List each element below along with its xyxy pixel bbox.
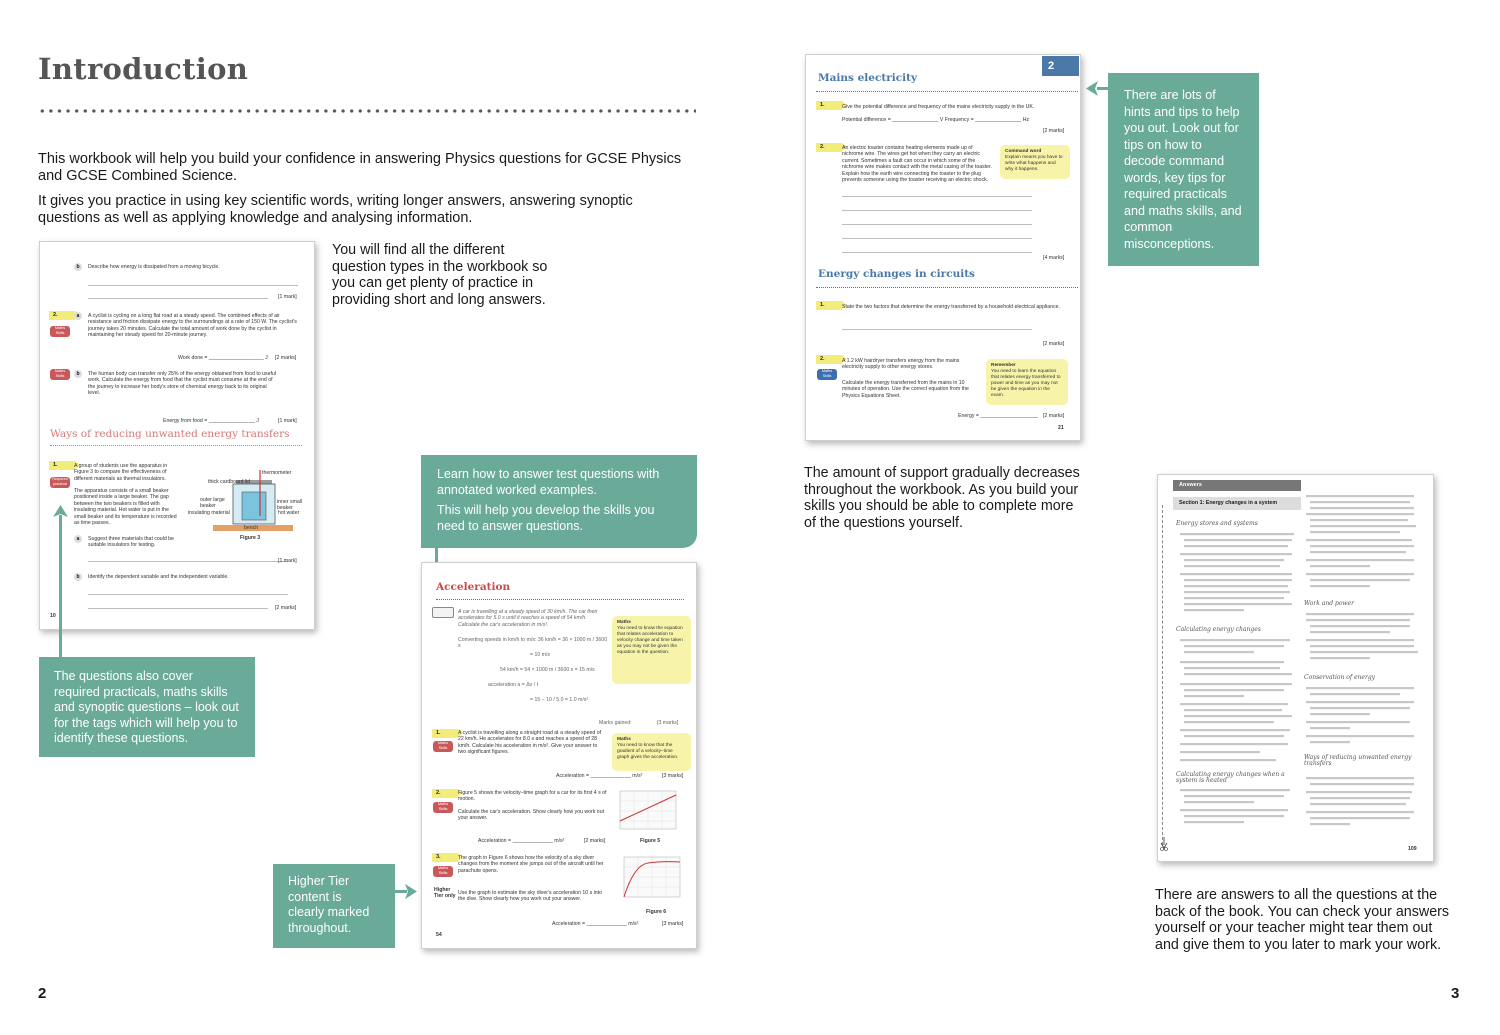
command-word-hint: Command word Explain means you have to write what happens and why it happens. [1000,145,1070,179]
page-number: 109 [1408,846,1417,852]
answers-text: There are answers to all the questions at the back of the book. You can check your answers yourself or your teacher might tear them out and give them to you later to mark your work. [1155,887,1450,953]
question-types-text: You will find all the different question types in the workbook so you can get plenty of practice in providing short and long answers. [332,242,548,308]
page-number: 21 [1058,425,1064,431]
page-number: 10 [50,613,56,619]
callout-worked-examples: Learn how to answer test questions with annotated worked examples. This will help you develop the skills you need to answer questions. [421,455,697,548]
dotted-divider [38,108,696,114]
page-number: 54 [436,932,442,938]
callout-tags: The questions also cover required practicals, maths skills and synoptic questions – look out for the tags which will help you to identify these questions. [39,657,255,757]
arrow-right-icon [403,884,417,899]
intro-paragraph-1: This workbook will help you build your confidence in answering Physics questions for GCSE Physics and GCSE Combined Science. [38,151,682,184]
arrow-left-icon [1086,81,1100,96]
maths-hint-box: Maths You need to know the equation that relates acceleration to velocity change and time taken as you may not be given the equation in the question. [612,616,691,684]
answers-section: Section 1: Energy changes in a system [1173,497,1301,510]
section-heading: Ways of reducing unwanted energy transfers [50,428,290,440]
higher-tier-tag: Higher Tier only [434,887,456,900]
maths-hint-box: Maths You need to know that the gradient of a velocity–time graph gives the acceleration. [612,733,691,771]
question-part-b: b [74,263,82,271]
remember-hint: Remember You need to learn the equation that relates energy transferred to power and time as you may not be given the equation in the exam. [986,359,1068,405]
answer-text-lines [1158,475,1433,861]
question-tag: 2. [49,311,75,320]
velocity-time-graph-figure-6 [612,853,684,909]
maths-skills-tag: Maths Skills [817,369,837,380]
chapter-badge: 2 [1042,56,1079,76]
arrow-up-icon [53,505,68,519]
answers-header: Answers [1173,480,1301,491]
section-heading: Energy changes in circuits [818,268,975,280]
page-number-right: 3 [1451,985,1460,1002]
section-heading: Mains electricity [818,72,918,84]
maths-skills-tag: Maths Skills [433,741,453,752]
support-text: The amount of support gradually decreases throughout the workbook. As you build your skills you should be able to complete more of the questions yourself. [804,465,1080,531]
callout-higher-tier: Higher Tier content is clearly marked throughout. [273,864,395,948]
maths-skills-tag: Maths Skills [50,326,70,337]
callout-hints: There are lots of hints and tips to help you out. Look out for tips on how to decode command words, key tips for required practicals and maths skills, and common misconceptions. [1108,73,1259,266]
worked-example-icon [432,607,454,618]
sample-page-21: 2 Mains electricity 1. Give the potential difference and frequency of the mains electricity supply in the UK. Potential difference = ________________ V Frequency = ________________ Hz [2 marks] 2. An electric toaster contains heating elements made up of nichrome wire. The wires get hot when they carry an electric current. Sometimes a fault can occur in which some of the nichrome wire makes contact with the metal casing of the toaster. Explain how the earth wire connecting the toaster to the plug prevents someone using the toaster receiving an electric shock. Command word Explain means you have to write what happens and why it happens. [4 marks] Energy changes in circuits 1. State the two factors that determine the energy transferred by a household electrical appliance. [2 marks] 2. Maths Skills A 1.2 kW hairdryer transfers energy from the mains electricity supply to other energy stores. Calculate the energy transferred from the mains in 10 minutes of operation. Use the correct equation from the Physics Equations Sheet. Remember You need to learn the equation that relates energy transferred to power and time as you may not be given the equation in the exam. Energy = ____________________ [2 marks] 21 [805,54,1081,441]
velocity-time-graph-figure-5 [612,789,682,841]
sample-page-10: b Describe how energy is dissipated from a moving bicycle. [1 mark] 2. a A cyclist is cycling on a long flat road at a steady speed. The combined effects of air resistance and friction dissipate energy to the surroundings at a rate of 150 W. The cyclist's journey takes 20 minutes. Calculate the total amount of work done by the cyclist in maintaining her steady speed for 20-minute journey. Maths Skills Work done = ___________________ J [2 marks] Maths Skills b The human body can transfer only 25% of the energy obtained from food to useful work. Calculate the energy from food that the cyclist must consume at the end of the journey to increase her body's store of chemical energy back to its original level. Energy from food = ________________ J [1 mark] Ways of reducing unwanted energy transfers 1. Required practical A group of students use the apparatus in Figure 3 to compare the effectiveness of different materials as thermal insulators. The apparatus consists of a small beaker positioned inside a large beaker. The gap between the two beakers is filled with insulating material. Hot water is put in the small beaker and its temperature is recorded as time passes. thick cardboard lid thermometer outer large beaker inner small beaker insulating material hot water bench Figure 3 a Suggest three materials that could be suitable insulators for testing. [1 mark] b Identify the dependent variable and the independent variable. [2 marks] 10 [39,241,315,630]
intro-paragraph-2: It gives you practice in using key scientific words, writing longer answers, answering synoptic questions as well as applying knowledge and analysing information. [38,193,633,226]
required-practical-tag: Required practical [50,477,70,488]
section-heading: Acceleration [436,581,511,593]
page-number-left: 2 [38,985,47,1002]
page-title: Introduction [38,52,249,86]
sample-page-109: Answers Section 1: Energy changes in a system Energy stores and systems Calculating energy changes Calculating energy changes when a system is heated Work and power Conservation of energy Ways of reducing unwanted energy transfers 109 [1157,474,1434,862]
sample-page-54: Acceleration A car is travelling at a steady speed of 30 km/h. The car then accelerates for 5.0 s until it reaches a speed of 54 km/h. Calculate the car's acceleration in m/s². Converting speeds in km/h to m/s: 36 km/h = 36 × 1000 m / 3600 s = 10 m/s 54 km/h = 54 × 1000 m / 3600 s = 15 m/s acceleration a = Δv / t = 15 − 10 / 5.0 = 1.0 m/s² Marks gained: [3 marks] Maths You need to know the equation that relates acceleration to velocity change and time taken as you may not be given the equation in the question. 1. Maths Skills A cyclist is travelling along a straight road at a steady speed of 22 km/h. He accelerates for 8.0 s and reaches a speed of 28 km/h. Calculate his acceleration in m/s². Give your answer to two significant figures. Maths You need to know that the gradient of a velocity–time graph gives the acceleration. Acceleration = ______________ m/s² [3 marks] 2. Maths Skills Figure 5 shows the velocity–time graph for a car for its first 4 s of motion. Calculate the car's acceleration. Show clearly how you work out your answer. Figure 5 Acceleration = ______________ m/s² [2 marks] 3. Maths Skills Higher Tier only The graph in Figure 6 shows how the velocity of a sky diver changes from the moment she jumps out of the aircraft until her parachute opens. Use the graph to estimate the sky diver's acceleration 10 s into the dive. Show clearly how you work out your answer. Figure 6 Acceleration = ______________ m/s² [3 marks] 54 [421,562,697,949]
